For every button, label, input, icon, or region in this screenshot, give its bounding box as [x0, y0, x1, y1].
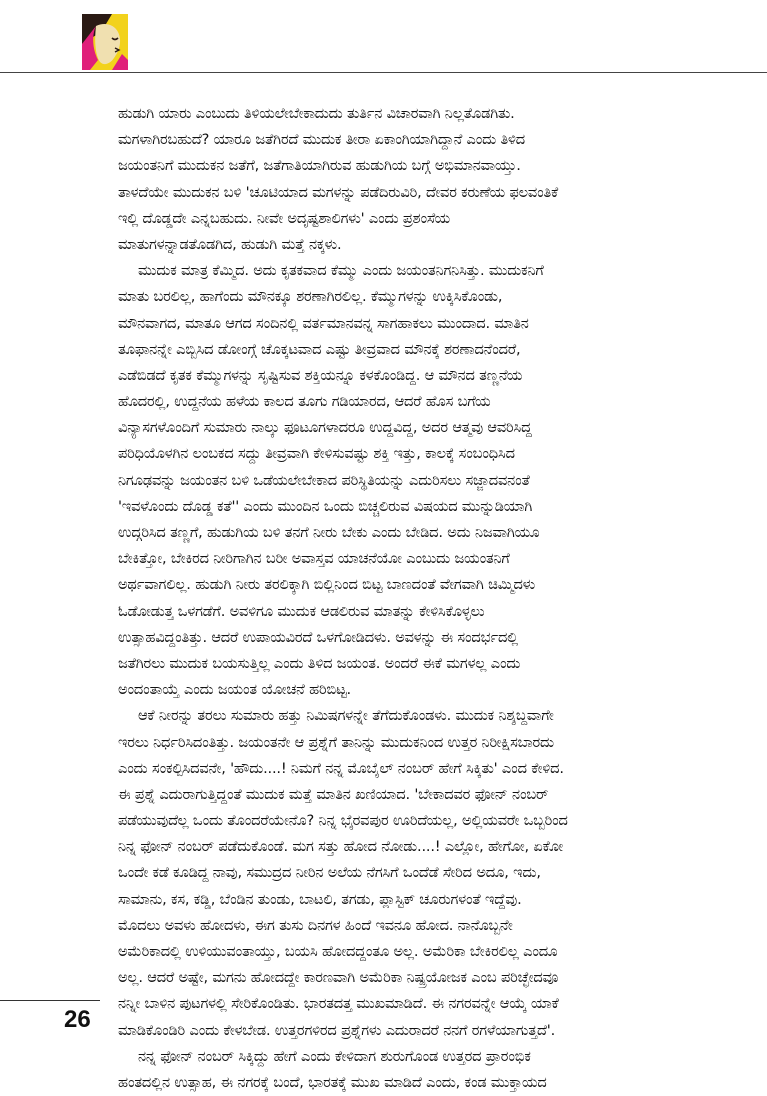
text-line: 'ಇವಳೊಂದು ದೊಡ್ಡ ಕತೆ'' ಎಂದು ಮುಂದಿನ ಒಂದು ಬಿಚ್ಚಲಿರುವ ವಿಷಯದ ಮುನ್ನುಡಿಯಾಗಿ [118, 497, 533, 515]
text-line: ಇಲ್ಲಿ ದೊಡ್ಡದೇ ಎನ್ನಬಹುದು. ನೀವೇ ಅದೃಷ್ಟಶಾಲಿಗಳು' ಎಂದು ಪ್ರಶಂಸೆಯ [118, 209, 451, 227]
text-line: ಆಕೆ ನೀರನ್ನು ತರಲು ಸುಮಾರು ಹತ್ತು ನಿಮಿಷಗಳನ್ನೇ ತೆಗೆದುಕೊಂಡಳು. ಮುದುಕ ನಿಶ್ಶಬ್ದವಾಗೇ [138, 707, 554, 725]
text-line: ಮುದುಕ ಮಾತ್ರ ಕೆಮ್ಮಿದ. ಅದು ಕೃತಕವಾದ ಕೆಮ್ಮು ಎಂದು ಜಯಂತನಿಗನಿಸಿತ್ತು. ಮುದುಕನಿಗೆ [138, 262, 544, 280]
text-line: ಒಂದೇ ಕಡೆ ಕೂಡಿದ್ದ ನಾವು, ಸಮುದ್ರದ ನೀರಿನ ಅಲೆಯ ನೆಗಸಿಗೆ ಒಂದೆಡೆ ಸೇರಿದ ಅದೂ, ಇದು, [118, 864, 541, 882]
text-line: ಮೊದಲು ಅವಳು ಹೋದಳು, ಈಗ ತುಸು ದಿನಗಳ ಹಿಂದೆ ಇವನೂ ಹೋದ. ನಾನೊಬ್ಬನೇ [118, 916, 513, 934]
text-line: ತಾಳದೆಯೇ ಮುದುಕನ ಬಳಿ 'ಚೂಟಿಯಾದ ಮಗಳನ್ನು ಪಡೆದಿರುವಿರಿ, ದೇವರ ಕರುಣೆಯ ಫಲವಂತಿಕೆ [118, 183, 559, 201]
text-line: ಸಾಮಾನು, ಕಸ, ಕಡ್ಡಿ, ಬೆಂಡಿನ ತುಂಡು, ಬಾಟಲಿ, ತಗಡು, ಪ್ಲಾಸ್ಟಿಕ್ ಚೂರುಗಳಂತೆ ಇದ್ದೆವು. [118, 890, 522, 908]
text-line: ನಿನ್ನ ಫೋನ್ ನಂಬರ್ ಪಡೆದುಕೊಂಡೆ. ಮಗ ಸತ್ತು ಹೋದ ನೋಡು....! ಎಲ್ಲೋ, ಹೇಗೋ, ಏಕೋ [118, 838, 564, 856]
article-body [118, 101, 700, 1096]
page-number: 26 [64, 1006, 91, 1033]
text-line: ಜಯಂತನಿಗೆ ಮುದುಕನ ಜತೆಗೆ, ಜತೆಗಾತಿಯಾಗಿರುವ ಹುಡುಗಿಯ ಬಗ್ಗೆ ಅಭಿಮಾನವಾಯ್ತು. [118, 157, 521, 175]
text-line: ಅಮೆರಿಕಾದಲ್ಲಿ ಉಳಿಯುವಂತಾಯ್ತು, ಬಯಸಿ ಹೋದದ್ದಂತೂ ಅಲ್ಲ. ಅಮೆರಿಕಾ ಬೇಕಿರಲಿಲ್ಲ ಎಂದೂ [118, 943, 558, 960]
text-line: ಮಗಳಾಗಿರಬಹುದೆ? ಯಾರೂ ಜತೆಗಿರದೆ ಮುದುಕ ತೀರಾ ಏಕಾಂಗಿಯಾಗಿದ್ದಾನೆ ಎಂದು ತಿಳಿದ [118, 131, 526, 149]
text-line: ಅಂದಂತಾಯ್ತೆ ಎಂದು ಜಯಂತ ಯೋಚನೆ ಹರಿಬಿಟ್ಟ. [118, 681, 351, 699]
text-line: ಎಂದು ಸಂಕಲ್ಪಿಸಿದವನೇ, 'ಹೌದು....! ನಿಮಗೆ ನನ್ನ ಮೊಬೈಲ್ ನಂಬರ್ ಹೇಗೆ ಸಿಕ್ಕಿತು' ಎಂದ ಕೇಳಿದ. [118, 759, 564, 777]
text-line: ಮಾತು ಬರಲಿಲ್ಲ, ಹಾಗೆಂದು ಮೌನಕ್ಕೂ ಶರಣಾಗಿರಲಿಲ್ಲ. ಕೆಮ್ಮುಗಳನ್ನು ಉಕ್ಕಿಸಿಕೊಂಡು, [118, 288, 503, 306]
text-line: ಉತ್ಸಾಹವಿದ್ದಂತಿತ್ತು. ಆದರೆ ಉಪಾಯವಿರದೆ ಒಳಗೋಡಿದಳು. ಅವಳನ್ನು ಈ ಸಂದರ್ಭದಲ್ಲಿ [118, 628, 519, 646]
text-line: ಹುಡುಗಿ ಯಾರು ಎಂಬುದು ತಿಳಿಯಲೇಬೇಕಾದುದು ತುರ್ತಿನ ವಿಚಾರವಾಗಿ ನಿಲ್ಲತೊಡಗಿತು. [118, 105, 515, 122]
text-line: ಇರಲು ನಿರ್ಧರಿಸಿದಂತಿತ್ತು. ಜಯಂತನೇ ಆ ಪ್ರಶ್ನೆಗೆ ತಾನಿನ್ನು ಮುದುಕನಿಂದ ಉತ್ತರ ನಿರೀಕ್ಷಿಸಬಾರದು [118, 733, 554, 751]
text-line: ಅಲ್ಲ. ಆದರೆ ಅಷ್ಟೇ, ಮಗನು ಹೋದದ್ದೇ ಕಾರಣವಾಗಿ ಅಮೆರಿಕಾ ನಿಷ್ಪ್ರಯೋಜಕ ಎಂಬ ಪರಿಚ್ಛೇದವೂ [118, 969, 559, 987]
profile-face-logo-icon [82, 14, 128, 70]
text-line: ಮಾಡಿಕೊಂಡಿರಿ ಎಂದು ಕೇಳಬೇಡ. ಉತ್ತರಗಳಿರದ ಪ್ರಶ್ನೆಗಳು ಎದುರಾದರೆ ನನಗೆ ರಗಳೆಯಾಗುತ್ತದೆ'. [118, 1021, 556, 1039]
text-line: ಹೊದರಲ್ಲಿ, ಉದ್ದನೆಯ ಹಳೆಯ ಕಾಲದ ತೂಗು ಗಡಿಯಾರದ, ಆದರೆ ಹೊಸ ಬಗೆಯ [118, 393, 491, 411]
text-line: ಉದ್ಗರಿಸಿದ ತಣ್ಣಗೆ, ಹುಡುಗಿಯ ಬಳಿ ತನಗೆ ನೀರು ಬೇಕು ಎಂದು ಬೇಡಿದ. ಅದು ನಿಜವಾಗಿಯೂ [118, 524, 540, 541]
text-line: ಅರ್ಥವಾಗಲಿಲ್ಲ. ಹುಡುಗಿ ನೀರು ತರಲಿಕ್ಕಾಗಿ ಬಿಲ್ಲಿನಿಂದ ಬಿಟ್ಟ ಬಾಣದಂತೆ ವೇಗವಾಗಿ ಚಿಮ್ಮಿದಳು [118, 576, 536, 594]
text-line: ಎಡೆಬಿಡದೆ ಕೃತಕ ಕೆಮ್ಮುಗಳನ್ನು ಸೃಷ್ಟಿಸುವ ಶಕ್ತಿಯನ್ನೂ ಕಳಕೊಂಡಿದ್ದ. ಆ ಮೌನದ ತಣ್ಣನೆಯ [118, 366, 523, 384]
header-divider [0, 72, 767, 73]
text-line: ಬೇಕಿತ್ತೋ, ಬೇಕಿರದ ನೀರಿಗಾಗಿನ ಬರೀ ಅವಾಸ್ತವ ಯಾಚನೆಯೋ ಎಂಬುದು ಜಯಂತನಿಗೆ [118, 550, 510, 568]
text-line: ನಿಗೂಢವನ್ನು ಜಯಂತನ ಬಳಿ ಒಡೆಯಲೇಬೇಕಾದ ಪರಿಸ್ಥಿತಿಯನ್ನು ಎದುರಿಸಲು ಸಜ್ಜಾದವನಂತೆ [118, 471, 530, 489]
text-line: ನನ್ನೀ ಬಾಳಿನ ಪುಟಗಳಲ್ಲಿ ಸೇರಿಕೊಂಡಿತು. ಭಾರತದತ್ತ ಮುಖಮಾಡಿದೆ. ಈ ನಗರವನ್ನೇ ಆಯ್ಕೆ ಯಾಕೆ [118, 995, 559, 1013]
text-line: ಮಾತುಗಳನ್ನಾಡತೊಡಗಿದ, ಹುಡುಗಿ ಮತ್ತೆ ನಕ್ಕಳು. [118, 235, 342, 253]
text-line: ಪರಿಧಿಯೊಳಗಿನ ಲಂಬಕದ ಸದ್ದು ತೀವ್ರವಾಗಿ ಕೇಳಿಸುವಷ್ಟು ಶಕ್ತಿ ಇತ್ತು, ಕಾಲಕ್ಕೆ ಸಂಬಂಧಿಸಿದ [118, 445, 515, 463]
text-line: ನನ್ನ ಫೋನ್ ನಂಬರ್ ಸಿಕ್ಕಿದ್ದು ಹೇಗೆ ಎಂದು ಕೇಳಿದಾಗ ಶುರುಗೊಂಡ ಉತ್ತರದ ಪ್ರಾರಂಭಿಕ [138, 1047, 531, 1065]
text-line: ಈ ಪ್ರಶ್ನೆ ಎದುರಾಗುತ್ತಿದ್ದಂತೆ ಮುದುಕ ಮತ್ತೆ ಮಾತಿನ ಖಣಿಯಾದ. 'ಬೇಕಾದವರ ಫೋನ್ ನಂಬರ್ [118, 785, 549, 803]
text-line: ಪಡೆಯುವುದೆಲ್ಲ ಒಂದು ತೊಂದರೆಯೇನೊ? ನಿನ್ನ ಭೈರವಪುರ ಊರಿದೆಯಲ್ಲ, ಅಲ್ಲಿಯವರೇ ಒಬ್ಬರಿಂದ [118, 812, 568, 830]
text-line: ಜತೆಗಿರಲು ಮುದುಕ ಬಯಸುತ್ತಿಲ್ಲ ಎಂದು ತಿಳಿದ ಜಯಂತ. ಅಂದರೆ ಈಕೆ ಮಗಳಲ್ಲ ಎಂದು [118, 654, 521, 672]
text-line: ಹಂತದಲ್ಲಿನ ಉತ್ಸಾಹ, ಈ ನಗರಕ್ಕೆ ಬಂದೆ, ಭಾರತಕ್ಕೆ ಮುಖ ಮಾಡಿದೆ ಎಂದು, ಕಂಡ ಮುಕ್ತಾಯದ [118, 1073, 547, 1091]
footer-divider [0, 1000, 100, 1001]
text-line: ಮೌನವಾಗದ, ಮಾತೂ ಆಗದ ಸಂದಿನಲ್ಲಿ ವರ್ತಮಾನವನ್ನ ಸಾಗಹಾಕಲು ಮುಂದಾದ. ಮಾತಿನ [118, 314, 529, 332]
text-line: ಓಡೋಡುತ್ತ ಒಳಗಡೆಗೆ. ಅವಳಿಗೂ ಮುದುಕ ಆಡಲಿರುವ ಮಾತನ್ನು ಕೇಳಿಸಿಕೊಳ್ಳಲು [118, 602, 485, 620]
text-line: ತೂಫಾನನ್ನೇ ಎಬ್ಬಿಸಿದ ಡೋಂಗ್ಗೆ ಚೊಕ್ಕಟವಾದ ಎಷ್ಟು ತೀವ್ರವಾದ ಮೌನಕ್ಕೆ ಶರಣಾದನೆಂದರೆ, [118, 340, 521, 358]
text-line: ವಿನ್ಯಾಸಗಳೊಂದಿಗೆ ಸುಮಾರು ನಾಲ್ಕು ಫೂಟೂಗಳಾದರೂ ಉದ್ದವಿದ್ದ, ಅದರ ಆತ್ಮವು ಆವರಿಸಿದ್ದ [118, 419, 532, 437]
